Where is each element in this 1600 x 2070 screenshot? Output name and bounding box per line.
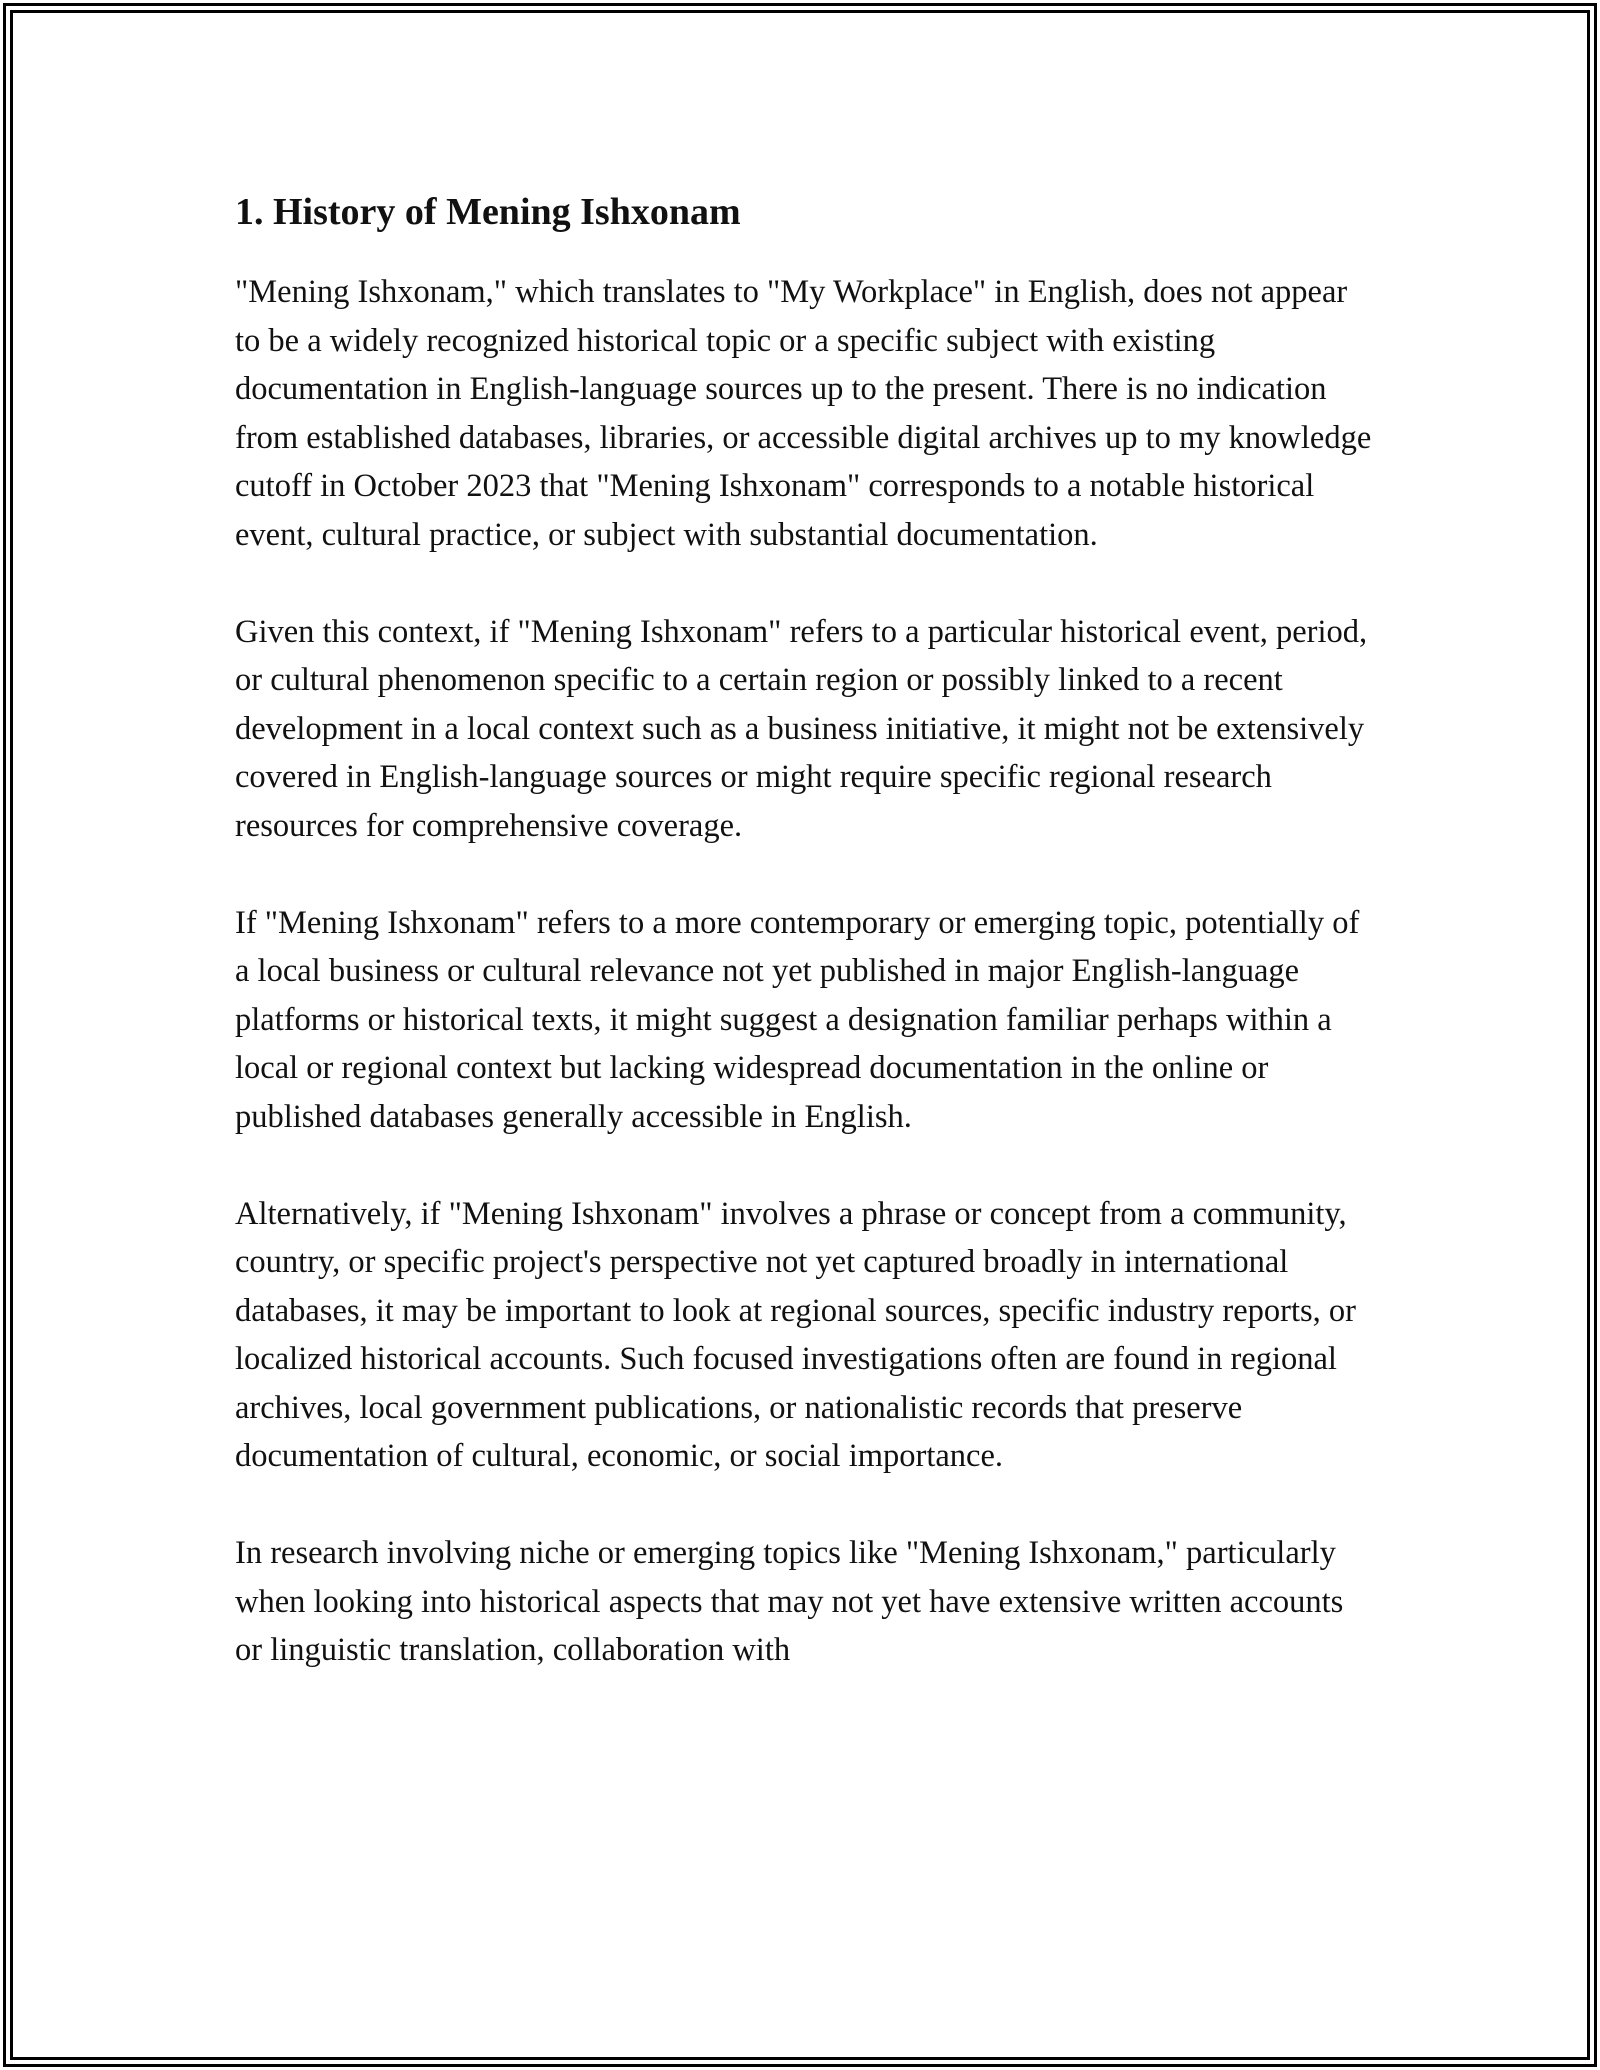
paragraph-3: If "Mening Ishxonam" refers to a more contemporary or emerging topic, potentially of a local business or cultural relevance not yet published in major English-language platforms or historical texts, it might suggest a designation familiar perhaps within a local or regional context but lacking widespread documentation in the online or published databases generally accessible in English. [235,904,1360,1135]
paragraph-4: Alternatively, if "Mening Ishxonam" involves a phrase or concept from a community, country, or specific project's perspective not yet captured broadly in international databases, it may be important to look at regional sources, specific industry reports, or localized historical accounts. Such focused investigations often are found in regional archives, local government publications, or nationalistic records that preserve documentation of cultural, economic, or social importance. [235,1195,1356,1474]
paragraph-5: In research involving niche or emerging topics like "Mening Ishxonam," particularly when looking into historical aspects that may not yet have extensive written accounts or linguistic translation, collaboration with [235,1535,1344,1668]
section-heading: 1. History of Mening Ishxonam [235,191,741,233]
paragraph-2: Given this context, if "Mening Ishxonam" refers to a particular historical event, period, or cultural phenomenon specific to a certain region or possibly linked to a recent development in a local context such as a business initiative, it might not be extensively covered in English-language sources or might require specific regional research resources for comprehensive coverage. [235,613,1368,844]
paragraph-1: "Mening Ishxonam," which translates to "My Workplace" in English, does not appear to be a widely recognized historical topic or a specific subject with existing documentation in English-language sources up to the present. There is no indication from established databases, libraries, or accessible digital archives up to my knowledge cutoff in October 2023 that "Mening Ishxonam" corresponds to a notable historical event, cultural practice, or subject with substantial documentation. [235,274,1372,553]
document-body [235,186,1375,1675]
